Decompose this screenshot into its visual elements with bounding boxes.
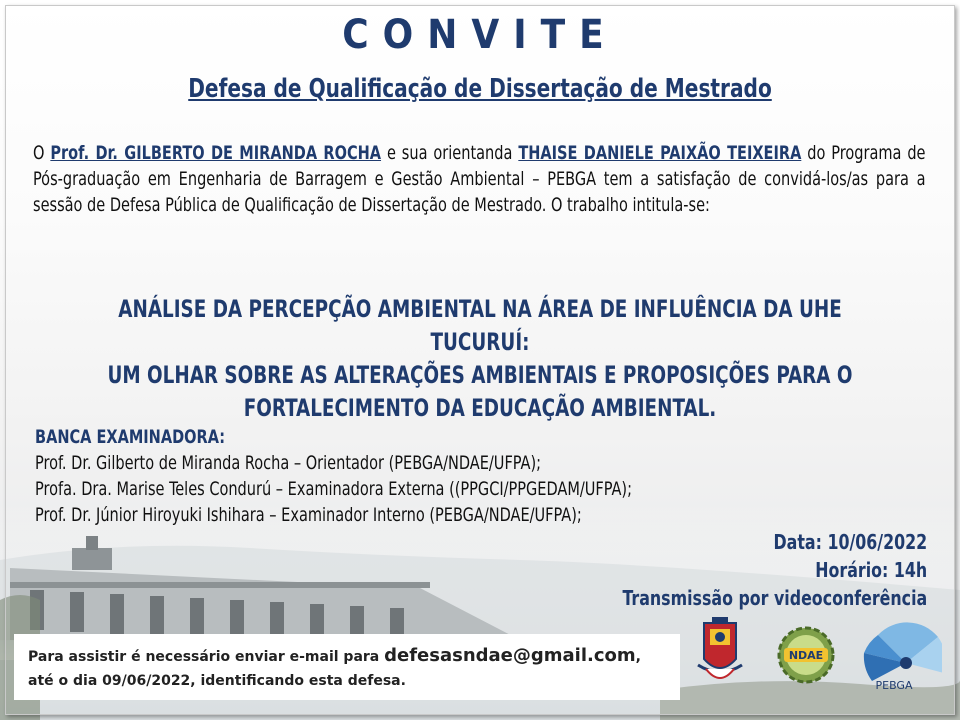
ufpa-crest-logo	[698, 617, 742, 678]
attendance-notice	[14, 634, 680, 700]
thesis-title-line-2: UM OLHAR SOBRE AS ALTERAÇÕES AMBIENTAIS E PROPOSIÇÕES PARA O	[107, 361, 853, 389]
committee-member: Prof. Dr. Gilberto de Miranda Rocha – Orientador (PEBGA/NDAE/UFPA);	[35, 452, 542, 474]
notice-deadline: até o dia 09/06/2022, identificando esta defesa.	[28, 673, 406, 689]
committee-member: Profa. Dra. Marise Teles Condurú – Examinadora Externa ((PPGCI/PPGEDAM/UFPA);	[35, 478, 632, 500]
committee-section	[35, 424, 698, 528]
invitation-subtitle: Defesa de Qualificação de Dissertação de Mestrado	[188, 74, 772, 104]
thesis-title-line-3: FORTALECIMENTO DA EDUCAÇÃO AMBIENTAL.	[243, 394, 717, 422]
intro-paragraph	[33, 140, 926, 218]
session-date: Data: 10/06/2022	[773, 530, 927, 554]
session-info	[622, 528, 927, 612]
intro-text-2: e sua orientanda	[381, 142, 519, 164]
committee-heading: BANCA EXAMINADORA:	[35, 426, 226, 448]
intro-text-1: O	[33, 142, 51, 164]
session-mode: Transmissão por videoconferência	[622, 586, 927, 610]
intro-text-3: do Programa de Pós-graduação em Engenharia de Barragem e Gestão Ambiental – PEBGA tem a satisfação de convidá-los/as para a sessão de Defesa Pública de Qualificação de Dissertação de Mestrado. O trabalho intitula-se:	[33, 142, 926, 216]
session-time: Horário: 14h	[815, 558, 927, 582]
student-name: THAISE DANIELE PAIXÃO TEIXEIRA	[518, 142, 802, 164]
thesis-title	[0, 293, 960, 425]
pebga-logo	[864, 622, 942, 692]
advisor-name: Prof. Dr. GILBERTO DE MIRANDA ROCHA	[50, 142, 382, 164]
institution-logos	[690, 615, 942, 695]
ndae-logo-text: NDAE	[788, 649, 824, 662]
notice-comma: ,	[635, 649, 641, 665]
invitation-title: CONVITE	[342, 12, 618, 58]
ndae-logo	[779, 628, 833, 682]
contact-email[interactable]: defesasndae@gmail.com	[384, 645, 636, 666]
committee-member: Prof. Dr. Júnior Hiroyuki Ishihara – Examinador Interno (PEBGA/NDAE/UFPA);	[35, 504, 582, 526]
thesis-title-line-1: ANÁLISE DA PERCEPÇÃO AMBIENTAL NA ÁREA DE INFLUÊNCIA DA UHE TUCURUÍ:	[118, 295, 842, 356]
notice-text-1: Para assistir é necessário enviar e-mail para	[28, 649, 385, 665]
pebga-logo-text: PEBGA	[875, 679, 913, 692]
